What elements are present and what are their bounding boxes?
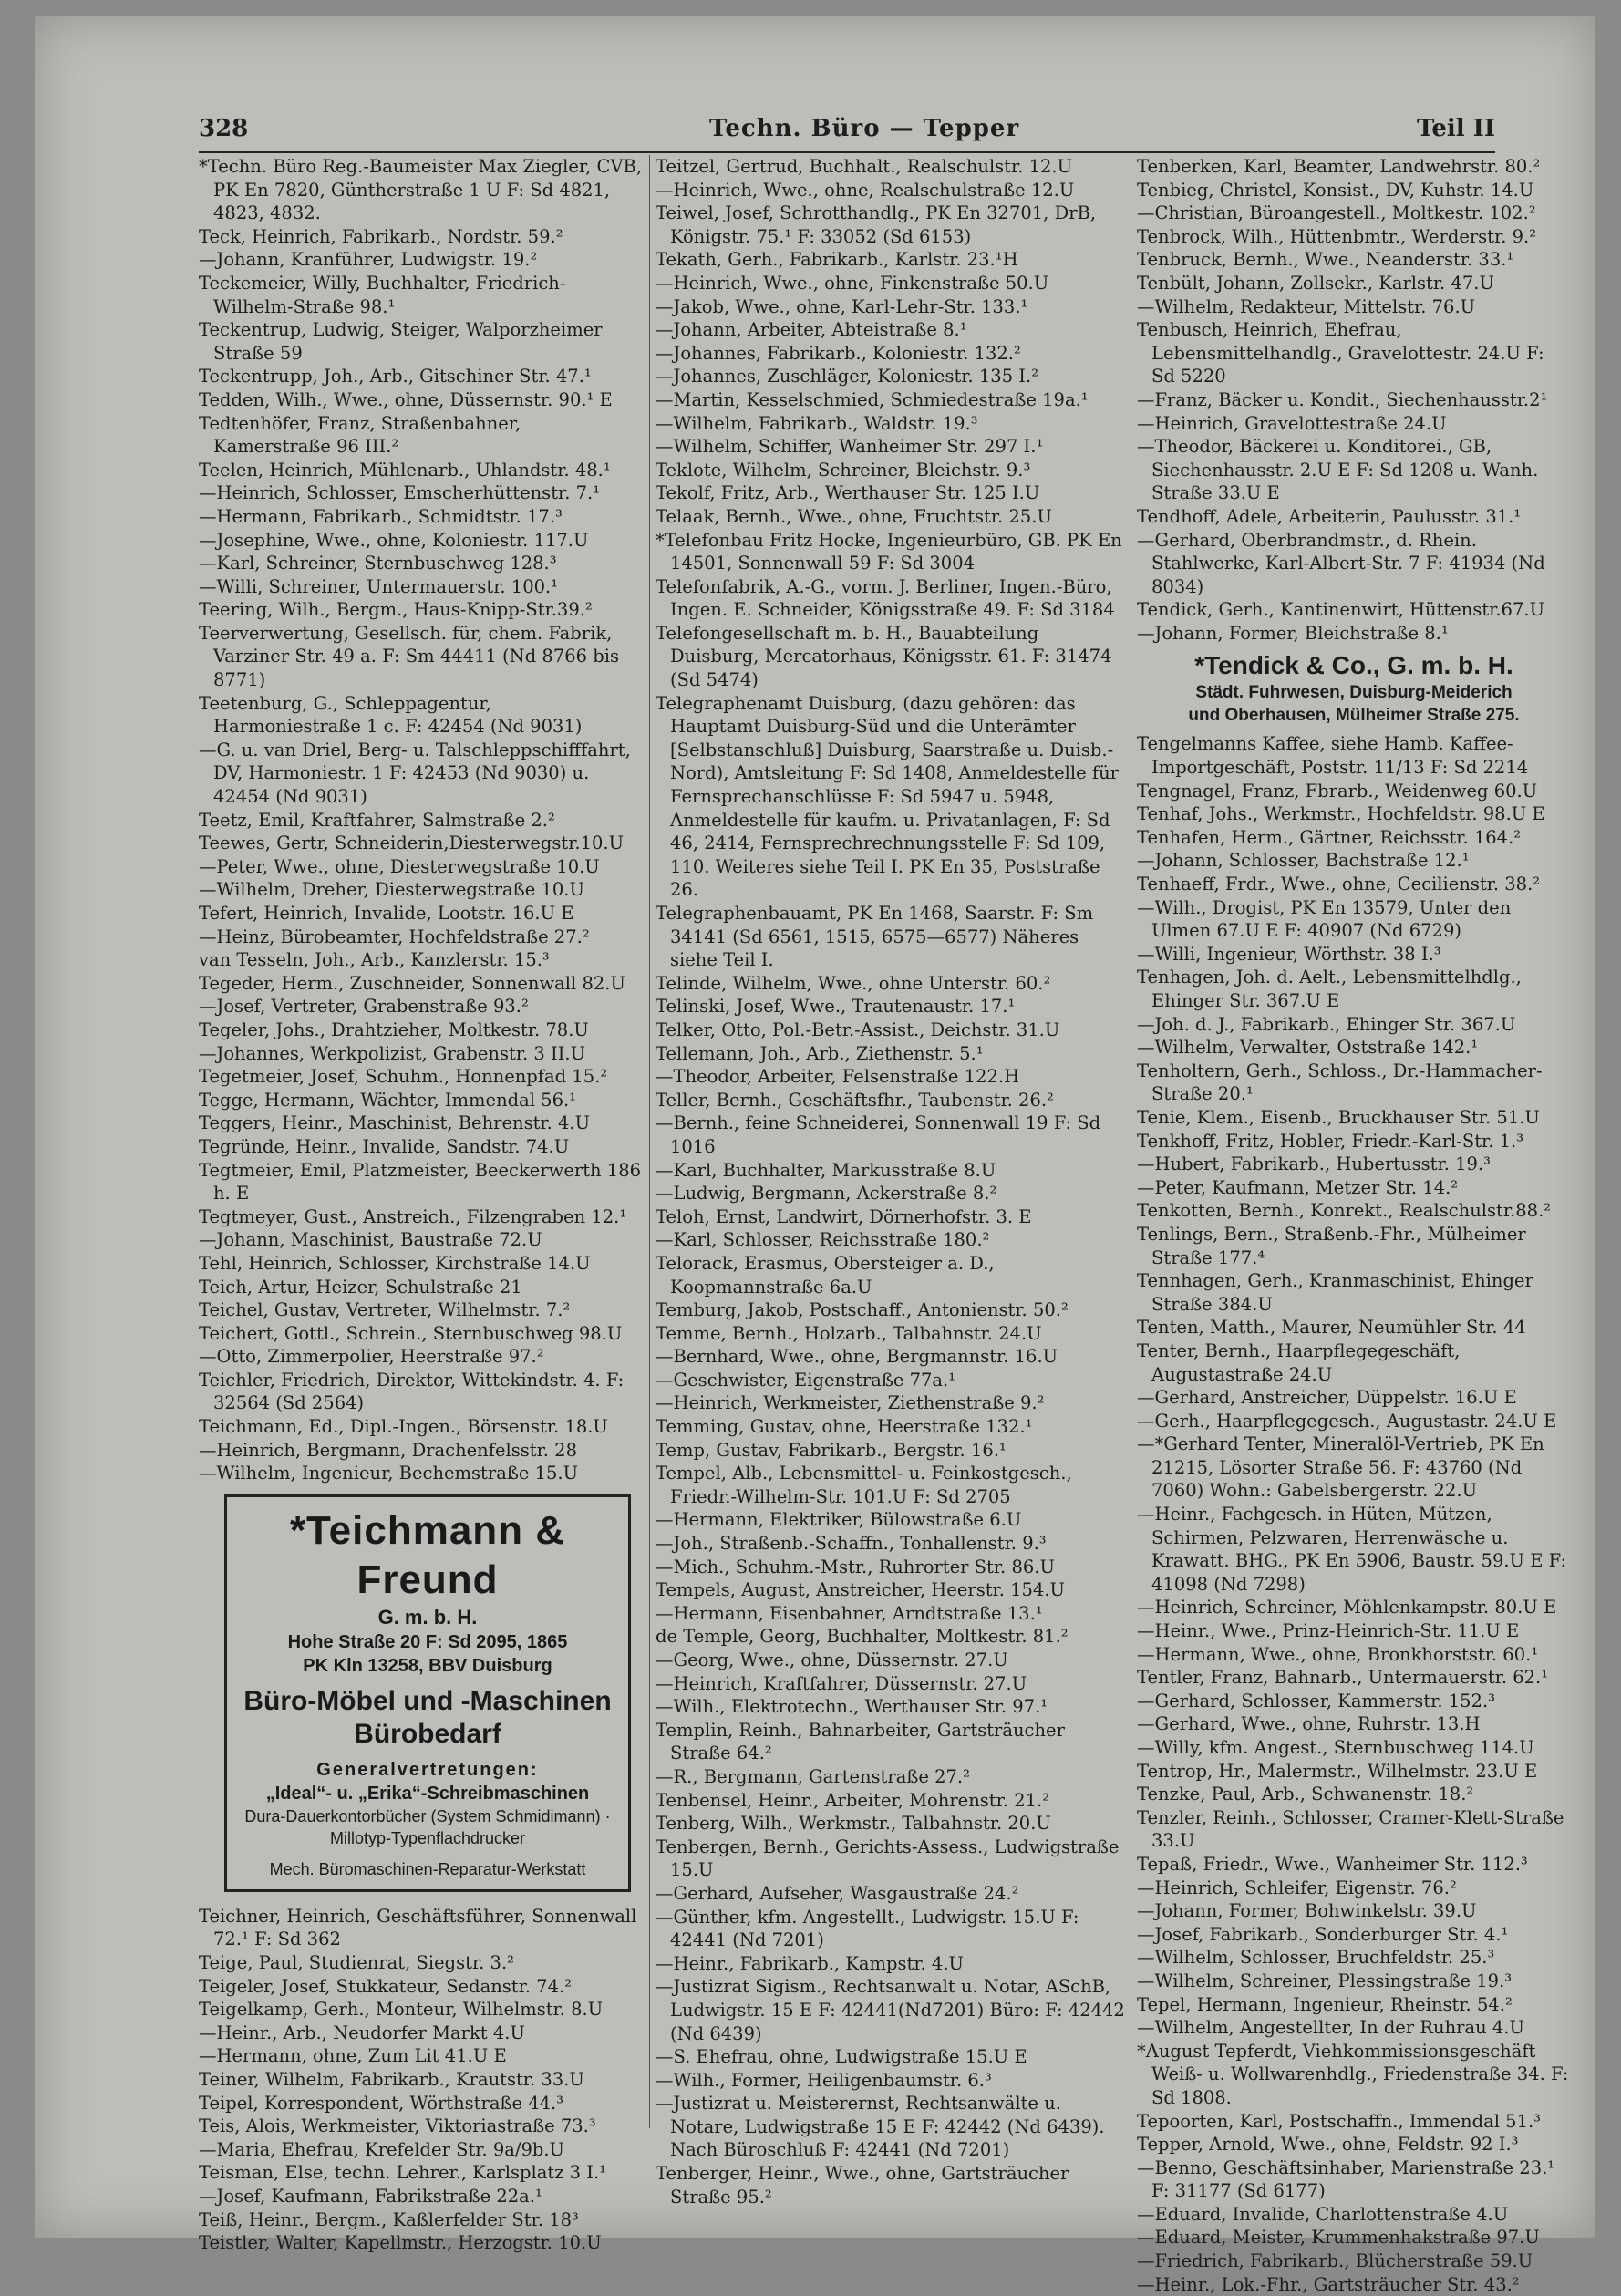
page-range-title: Techn. Büro — Tepper bbox=[709, 115, 1020, 142]
directory-entry: —R., Bergmann, Gartenstraße 27.² bbox=[656, 1765, 970, 1787]
directory-entry: Tenberger, Heinr., Wwe., ohne, Gartsträucher Straße 95.² bbox=[656, 2163, 1069, 2208]
directory-entry: Tehl, Heinrich, Schlosser, Kirchstraße 14.U bbox=[199, 1252, 591, 1274]
tendick-line-1: Städt. Fuhrwesen, Duisburg-Meiderich bbox=[1195, 683, 1513, 703]
directory-entry: Teigelkamp, Gerh., Monteur, Wilhelmstr. 8.U bbox=[199, 1999, 604, 2021]
directory-entry: —G. u. van Driel, Berg- u. Talschleppschifffahrt, DV, Harmoniestr. 1 F: 42453 (Nd 9030) u. 42454 (Nd 9031) bbox=[199, 739, 631, 808]
directory-entry: —S. Ehefrau, ohne, Ludwigstraße 15.U E bbox=[656, 2046, 1027, 2068]
directory-entry: Tenzke, Paul, Arb., Schwanenstr. 18.² bbox=[1137, 1784, 1474, 1805]
directory-page bbox=[35, 16, 1595, 2295]
directory-entry: Teetz, Emil, Kraftfahrer, Salmstraße 2.² bbox=[199, 809, 555, 831]
directory-entry: Tegeder, Herm., Zuschneider, Sonnenwall 82.U bbox=[199, 972, 625, 994]
directory-entry: Temburg, Jakob, Postschaff., Antonienstr. 50.² bbox=[656, 1299, 1069, 1321]
directory-entry: —Johannes, Zuschläger, Koloniestr. 135 I.² bbox=[656, 366, 1039, 388]
column-1-entries-bottom bbox=[199, 1905, 644, 2255]
directory-entry: —Karl, Schlosser, Reichsstraße 180.² bbox=[656, 1229, 990, 1251]
directory-entry: Tegründe, Heinr., Invalide, Sandstr. 74.U bbox=[199, 1135, 570, 1157]
directory-entry: —Gerhard, Aufseher, Wasgaustraße 24.² bbox=[656, 1882, 1019, 1904]
directory-entry: —Heinr., Fabrikarb., Kampstr. 4.U bbox=[656, 1952, 964, 1974]
directory-entry: —Heinr., Fachgesch. in Hüten, Mützen, Schirmen, Pelzwaren, Herrenwäsche u. Krawatt. BHG., PK En 5906, Baustr. 59.U E F: 41098 (Nd 7298) bbox=[1137, 1504, 1567, 1595]
column-3-entries-top bbox=[1137, 155, 1571, 645]
directory-entry: —Theodor, Bäckerei u. Konditorei., GB, Siechenhausstr. 2.U E F: Sd 1208 u. Wanh. Straße 33.U E bbox=[1137, 436, 1539, 504]
directory-entry: Tenbruck, Bernh., Wwe., Neanderstr. 33.¹ bbox=[1137, 249, 1514, 271]
directory-entry: —Heinrich, Schlosser, Emscherhüttenstr. 7.¹ bbox=[199, 482, 601, 504]
directory-entry: Tegtmeyer, Gust., Anstreich., Filzengraben 12.¹ bbox=[199, 1205, 627, 1227]
directory-entry: —Gerhard, Wwe., ohne, Ruhrstr. 13.H bbox=[1137, 1713, 1481, 1735]
directory-entry: —Willi, Ingenieur, Wörthstr. 38 I.³ bbox=[1137, 943, 1441, 965]
directory-entry: —Wilhelm, Dreher, Diesterwegstraße 10.U bbox=[199, 879, 584, 901]
directory-entry: Tellemann, Joh., Arb., Ziethenstr. 5.¹ bbox=[656, 1042, 984, 1064]
directory-entry: Tepper, Arnold, Wwe., ohne, Feldstr. 92 I.³ bbox=[1137, 2134, 1519, 2156]
directory-entry: Teichel, Gustav, Vertreter, Wilhelmstr. 7.² bbox=[199, 1299, 571, 1321]
directory-entry: Telinde, Wilhelm, Wwe., ohne Unterstr. 60.² bbox=[656, 972, 1051, 994]
directory-entry: Teckemeier, Willy, Buchhalter, Friedrich-Wilhelm-Straße 98.¹ bbox=[199, 272, 566, 317]
directory-entry: Tengelmanns Kaffee, siehe Hamb. Kaffee-Importgeschäft, Poststr. 11/13 F: Sd 2214 bbox=[1137, 733, 1529, 779]
directory-entry: Teetenburg, G., Schleppagentur, Harmoniestraße 1 c. F: 42454 (Nd 9031) bbox=[199, 692, 583, 738]
directory-entry: Tenholtern, Gerh., Schloss., Dr.-Hammacher-Straße 20.¹ bbox=[1137, 1060, 1543, 1105]
directory-entry: —Hermann, Elektriker, Bülowstraße 6.U bbox=[656, 1509, 1022, 1531]
directory-entry: Tenkhoff, Fritz, Hobler, Friedr.-Karl-Str. 1.³ bbox=[1137, 1130, 1524, 1152]
column-2-entries bbox=[656, 155, 1130, 2208]
directory-entry: —Gerhard, Schlosser, Kammerstr. 152.³ bbox=[1137, 1690, 1495, 1712]
advert-service: Mech. Büromaschinen-Reparatur-Werkstatt bbox=[269, 1859, 586, 1878]
advert-contact-1: Hohe Straße 20 F: Sd 2095, 1865 bbox=[287, 1631, 568, 1652]
directory-entry: —Josephine, Wwe., ohne, Koloniestr. 117.U bbox=[199, 529, 589, 551]
column-3 bbox=[1131, 155, 1571, 2295]
directory-entry: —Wilhelm, Angestellter, In der Ruhrau 4.U bbox=[1137, 2017, 1524, 2039]
directory-entry: Tegetmeier, Josef, Schuhm., Honnenpfad 15.² bbox=[199, 1066, 608, 1088]
directory-entry: —Christian, Büroangestell., Moltkestr. 102.² bbox=[1137, 202, 1536, 224]
directory-entry: van Tesseln, Joh., Arb., Kanzlerstr. 15.³ bbox=[199, 949, 550, 971]
directory-entry: —Josef, Fabrikarb., Sonderburger Str. 4.¹ bbox=[1137, 1923, 1509, 1945]
column-1 bbox=[199, 155, 644, 2254]
column-1-entries-top bbox=[199, 155, 644, 1485]
directory-entry: —Wilh., Drogist, PK En 13579, Unter den Ulmen 67.U E F: 40907 (Nd 6729) bbox=[1137, 896, 1512, 942]
directory-entry: —Johann, Former, Bohwinkelstr. 39.U bbox=[1137, 1900, 1477, 1922]
directory-entry: *August Tepferdt, Viehkommissionsgeschäft Weiß- u. Wollwarenhdlg., Friedenstraße 34. F: Sd 1808. bbox=[1137, 2040, 1569, 2108]
directory-entry: Tenberken, Karl, Beamter, Landwehrstr. 80.² bbox=[1137, 156, 1541, 177]
directory-entry: Telefonfabrik, A.-G., vorm. J. Berliner, Ingen.-Büro, Ingen. E. Schneider, Königsstraße 49. F: Sd 3184 bbox=[656, 575, 1115, 621]
directory-entry: Telorack, Erasmus, Obersteiger a. D., Koopmannstraße 6a.U bbox=[656, 1252, 995, 1298]
directory-entry: Teis, Alois, Werkmeister, Viktoriastraße 73.³ bbox=[199, 2115, 596, 2137]
directory-entry: Teichner, Heinrich, Geschäftsführer, Sonnenwall 72.¹ F: Sd 362 bbox=[199, 1905, 637, 1950]
directory-entry: —Wilhelm, Verwalter, Oststraße 142.¹ bbox=[1137, 1037, 1479, 1059]
directory-entry: —Günther, kfm. Angestellt., Ludwigstr. 15.U F: 42441 (Nd 7201) bbox=[656, 1906, 1079, 1951]
directory-entry: Tenbrock, Wilh., Hüttenbmtr., Werderstr. 9.² bbox=[1137, 225, 1537, 247]
directory-entry: —Josef, Vertreter, Grabenstraße 93.² bbox=[199, 996, 529, 1018]
directory-entry: —Willi, Schreiner, Untermauerstr. 100.¹ bbox=[199, 575, 559, 597]
directory-entry: —Mich., Schuhm.-Mstr., Ruhrorter Str. 86.U bbox=[656, 1556, 1055, 1577]
directory-entry: Teewes, Gertr, Schneiderin,Diesterwegstr.10.U bbox=[199, 833, 625, 854]
directory-entry: —Hermann, Wwe., ohne, Bronkhorststr. 60.¹ bbox=[1137, 1643, 1539, 1665]
directory-entry: Tenbusch, Heinrich, Ehefrau, Lebensmittelhandlg., Gravelottestr. 24.U F: Sd 5220 bbox=[1137, 319, 1544, 388]
advert-legal: G. m. b. H. bbox=[377, 1605, 478, 1629]
directory-entry: Teichler, Friedrich, Direktor, Wittekindstr. 4. F: 32564 (Sd 2564) bbox=[199, 1369, 625, 1414]
directory-entry: —Eduard, Meister, Krummenhakstraße 97.U bbox=[1137, 2227, 1540, 2249]
directory-entry: Telegraphenbauamt, PK En 1468, Saarstr. F: Sm 34141 (Sd 6561, 1515, 6575—6577) Näheres siehe Teil I. bbox=[656, 903, 1094, 971]
directory-entry: Teichert, Gottl., Schrein., Sternbuschweg 98.U bbox=[199, 1322, 623, 1344]
directory-entry: Teisman, Else, techn. Lehrer., Karlsplatz 3 I.¹ bbox=[199, 2162, 606, 2184]
directory-entry: Teggers, Heinr., Maschinist, Behrenstr. 4.U bbox=[199, 1112, 591, 1134]
directory-entry: Teitzel, Gertrud, Buchhalt., Realschulstr. 12.U bbox=[656, 156, 1073, 177]
directory-entry: —Heinr., Arb., Neudorfer Markt 4.U bbox=[199, 2022, 525, 2043]
directory-entry: *Techn. Büro Reg.-Baumeister Max Ziegler, CVB, PK En 7820, Güntherstraße 1 U F: Sd 4821, 4823, 4832. bbox=[199, 156, 643, 224]
advert-reps-1: „Ideal“- u. „Erika“-Schreibmaschinen bbox=[265, 1783, 590, 1804]
directory-entry: —*Gerhard Tenter, Mineralöl-Vertrieb, PK En 21215, Lösorter Straße 56. F: 43760 (Nd 7060) Wohn.: Gabelsbergerstr. 22.U bbox=[1137, 1433, 1544, 1502]
advert-contact-2: PK Kln 13258, BBV Duisburg bbox=[303, 1655, 552, 1676]
directory-entry: Teerverwertung, Gesellsch. für, chem. Fabrik, Varziner Str. 49 a. F: Sm 44411 (Nd 8766 bis 8771) bbox=[199, 622, 619, 691]
directory-entry: Teck, Heinrich, Fabrikarb., Nordstr. 59.² bbox=[199, 225, 563, 247]
directory-entry: Temp, Gustav, Fabrikarb., Bergstr. 16.¹ bbox=[656, 1439, 1007, 1461]
directory-entry: —Karl, Schreiner, Sternbuschweg 128.³ bbox=[199, 553, 557, 574]
directory-entry: Tempels, August, Anstreicher, Heerstr. 154.U bbox=[656, 1579, 1065, 1601]
directory-entry: Teistler, Walter, Kapellmstr., Herzogstr. 10.U bbox=[199, 2232, 602, 2254]
directory-entry: Tenbieg, Christel, Konsist., DV, Kuhstr. 14.U bbox=[1137, 179, 1534, 201]
directory-entry: Telinski, Josef, Wwe., Trautenaustr. 17.¹ bbox=[656, 996, 1016, 1018]
directory-entry: Tempel, Alb., Lebensmittel- u. Feinkostgesch., Friedr.-Wilhelm-Str. 101.U F: Sd 2705 bbox=[656, 1463, 1072, 1507]
advert-reps-2: Dura-Dauerkontorbücher (System Schmidimann) · Millotyp-Typenflachdrucker bbox=[244, 1806, 611, 1847]
directory-entry: Teckentrupp, Joh., Arb., Gitschiner Str. 47.¹ bbox=[199, 366, 592, 388]
directory-entry: Tegtmeier, Emil, Platzmeister, Beeckerwerth 186 h. E bbox=[199, 1159, 642, 1205]
directory-entry: —Bernh., feine Schneiderei, Sonnenwall 19 F: Sd 1016 bbox=[656, 1112, 1101, 1157]
directory-entry: —Wilhelm, Fabrikarb., Waldstr. 19.³ bbox=[656, 412, 978, 434]
directory-entry: Tenten, Matth., Maurer, Neumühler Str. 44 bbox=[1137, 1317, 1526, 1339]
page-number: 328 bbox=[199, 115, 249, 142]
directory-entry: —Heinrich, Wwe., ohne, Realschulstraße 12.U bbox=[656, 179, 1075, 201]
directory-entry: —Gerhard, Oberbrandmstr., d. Rhein. Stahlwerke, Karl-Albert-Str. 7 F: 41934 (Nd 8034) bbox=[1137, 529, 1545, 597]
page-header bbox=[199, 109, 1495, 146]
advert-line-1: Büro-Möbel und -Maschinen bbox=[243, 1685, 612, 1716]
directory-entry: Tekath, Gerh., Fabrikarb., Karlstr. 23.¹H bbox=[656, 249, 1018, 271]
directory-entry: Teich, Artur, Heizer, Schulstraße 21 bbox=[199, 1276, 522, 1298]
directory-entry: —Heinz, Bürobeamter, Hochfeldstraße 27.² bbox=[199, 926, 590, 947]
directory-entry: Tendhoff, Adele, Arbeiterin, Paulusstr. 31.¹ bbox=[1137, 505, 1522, 527]
directory-entry: —Georg, Wwe., ohne, Düssernstr. 27.U bbox=[656, 1650, 1008, 1670]
directory-entry: Teigeler, Josef, Stukkateur, Sedanstr. 74.² bbox=[199, 1975, 573, 1997]
directory-entry: Tedtenhöfer, Franz, Straßenbahner, Kamerstraße 96 III.² bbox=[199, 412, 521, 458]
directory-entry: Tenhafen, Herm., Gärtner, Reichsstr. 164.² bbox=[1137, 826, 1522, 848]
directory-entry: Tepoorten, Karl, Postschaffn., Immendal 51.³ bbox=[1137, 2110, 1541, 2132]
directory-entry: Tekolf, Fritz, Arb., Werthauser Str. 125 I.U bbox=[656, 482, 1040, 504]
directory-entry: —Wilhelm, Schiffer, Wanheimer Str. 297 I.¹ bbox=[656, 436, 1044, 458]
directory-entry: Tenberg, Wilh., Werkmstr., Talbahnstr. 20.U bbox=[656, 1813, 1051, 1835]
directory-entry: —Otto, Zimmerpolier, Heerstraße 97.² bbox=[199, 1346, 544, 1368]
directory-entry: —Gerhard, Anstreicher, Düppelstr. 16.U E bbox=[1137, 1387, 1517, 1409]
directory-entry: Tefert, Heinrich, Invalide, Lootstr. 16.U E bbox=[199, 903, 574, 924]
directory-entry: —Franz, Bäcker u. Kondit., Siechenhausstr.2¹ bbox=[1137, 388, 1548, 410]
header-rule bbox=[199, 151, 1495, 153]
directory-entry: —Hermann, ohne, Zum Lit 41.U E bbox=[199, 2045, 507, 2067]
directory-entry: —Johannes, Fabrikarb., Koloniestr. 132.² bbox=[656, 342, 1021, 364]
directory-entry: Tenbült, Johann, Zollsekr., Karlstr. 47.U bbox=[1137, 272, 1494, 294]
directory-entry: —Bernhard, Wwe., ohne, Bergmannstr. 16.U bbox=[656, 1346, 1058, 1368]
directory-entry: —Johann, Schlosser, Bachstraße 12.¹ bbox=[1137, 850, 1470, 872]
directory-entry: —Wilhelm, Redakteur, Mittelstr. 76.U bbox=[1137, 295, 1476, 317]
directory-entry: Tenbergen, Bernh., Gerichts-Assess., Ludwigstraße 15.U bbox=[656, 1836, 1120, 1881]
directory-entry: Telker, Otto, Pol.-Betr.-Assist., Deichstr. 31.U bbox=[656, 1019, 1060, 1040]
directory-entry: —Hubert, Fabrikarb., Hubertusstr. 19.³ bbox=[1137, 1153, 1491, 1175]
directory-entry: —Heinrich, Wwe., ohne, Finkenstraße 50.U bbox=[656, 272, 1049, 294]
directory-entry: Teiwel, Josef, Schrotthandlg., PK En 32701, DrB, Königstr. 75.¹ F: 33052 (Sd 6153) bbox=[656, 202, 1097, 247]
directory-entry: —Jakob, Wwe., ohne, Karl-Lehr-Str. 133.¹ bbox=[656, 295, 1028, 317]
directory-entry: Templin, Reinh., Bahnarbeiter, Gartsträucher Straße 64.² bbox=[656, 1719, 1065, 1764]
directory-entry: —Heinrich, Kraftfahrer, Düssernstr. 27.U bbox=[656, 1672, 1027, 1694]
directory-entry: —Wilhelm, Schlosser, Bruchfeldstr. 25.³ bbox=[1137, 1947, 1495, 1969]
directory-entry: Teelen, Heinrich, Mühlenarb., Uhlandstr. 48.¹ bbox=[199, 459, 611, 481]
directory-entry: Teichmann, Ed., Dipl.-Ingen., Börsenstr. 18.U bbox=[199, 1416, 608, 1438]
column-2 bbox=[649, 155, 1130, 2208]
column-3-entries-bottom bbox=[1137, 732, 1571, 2296]
directory-entry: —Justizrat u. Meisterernst, Rechtsanwälte u. Notare, Ludwigstraße 15 E F: 42442 (Nd 6439). Nach Büroschluß F: 42441 (Nd 7201) bbox=[656, 2093, 1105, 2161]
directory-entry: —Johannes, Werkpolizist, Grabenstr. 3 II.U bbox=[199, 1042, 586, 1064]
directory-entry: Teiner, Wilhelm, Fabrikarb., Krautstr. 33.U bbox=[199, 2069, 584, 2090]
directory-entry: *Telefonbau Fritz Hocke, Ingenieurbüro, GB. PK En 14501, Sonnenwall 59 F: Sd 3004 bbox=[656, 529, 1122, 574]
directory-entry: —Maria, Ehefrau, Krefelder Str. 9a/9b.U bbox=[199, 2138, 564, 2160]
directory-entry: Teklote, Wilhelm, Schreiner, Bleichstr. 9.³ bbox=[656, 459, 1031, 481]
directory-entry: Tenhaeff, Frdr., Wwe., ohne, Cecilienstr. 38.² bbox=[1137, 874, 1541, 895]
directory-entry: —Joh., Straßenb.-Schaffn., Tonhallenstr. 9.³ bbox=[656, 1533, 1047, 1555]
directory-entry: —Johann, Kranführer, Ludwigstr. 19.² bbox=[199, 249, 538, 271]
directory-entry: —Peter, Wwe., ohne, Diesterwegstraße 10.U bbox=[199, 855, 600, 877]
directory-entry: Tennhagen, Gerh., Kranmaschinist, Ehinger Straße 384.U bbox=[1137, 1270, 1533, 1315]
directory-entry: Temming, Gustav, ohne, Heerstraße 132.¹ bbox=[656, 1416, 1033, 1438]
tendick-advert bbox=[1137, 650, 1571, 727]
directory-entry: Telefongesellschaft m. b. H., Bauabteilung Duisburg, Mercatorhaus, Königsstr. 61. F: 31474 (Sd 5474) bbox=[656, 622, 1112, 691]
directory-entry: —Heinrich, Schleifer, Eigenstr. 76.² bbox=[1137, 1877, 1457, 1898]
directory-entry: —Ludwig, Bergmann, Ackerstraße 8.² bbox=[656, 1183, 997, 1205]
directory-entry: Teige, Paul, Studienrat, Siegstr. 3.² bbox=[199, 1952, 514, 1974]
directory-entry: —Wilhelm, Schreiner, Plessingstraße 19.³ bbox=[1137, 1970, 1513, 1991]
directory-entry: Tenzler, Reinh., Schlosser, Cramer-Klett-Straße 33.U bbox=[1137, 1806, 1564, 1852]
directory-entry: —Hermann, Fabrikarb., Schmidtstr. 17.³ bbox=[199, 505, 563, 527]
directory-entry: Temme, Bernh., Holzarb., Talbahnstr. 24.U bbox=[656, 1322, 1042, 1344]
directory-entry: Tedden, Wilh., Wwe., ohne, Düssernstr. 90.¹ E bbox=[199, 388, 613, 410]
directory-entry: —Johann, Arbeiter, Abteistraße 8.¹ bbox=[656, 319, 967, 341]
directory-entry: Tenkotten, Bernh., Konrekt., Realschulstr.88.² bbox=[1137, 1200, 1552, 1222]
directory-entry: Tenlings, Bern., Straßenb.-Fhr., Mülheimer Straße 177.⁴ bbox=[1137, 1223, 1526, 1268]
directory-entry: —Gerh., Haarpflegegesch., Augustastr. 24.U E bbox=[1137, 1410, 1557, 1432]
directory-entry: —Theodor, Arbeiter, Felsenstraße 122.H bbox=[656, 1066, 1020, 1088]
directory-entry: Teering, Wilh., Bergm., Haus-Knipp-Str.39.² bbox=[199, 599, 593, 621]
directory-entry: Teloh, Ernst, Landwirt, Dörnerhofstr. 3. E bbox=[656, 1205, 1032, 1227]
directory-entry: Tenhaf, Johs., Werkmstr., Hochfeldstr. 98.U E bbox=[1137, 803, 1545, 825]
directory-entry: —Wilhelm, Ingenieur, Bechemstraße 15.U bbox=[199, 1463, 579, 1484]
directory-entry: Teller, Bernh., Geschäftsfhr., Taubenstr. 26.² bbox=[656, 1089, 1054, 1111]
directory-entry: —Geschwister, Eigenstraße 77a.¹ bbox=[656, 1369, 956, 1391]
directory-entry: Teiß, Heinr., Bergm., Kaßlerfelder Str. 18³ bbox=[199, 2208, 579, 2230]
directory-entry: Tenhagen, Joh. d. Aelt., Lebensmittelhdlg., Ehinger Str. 367.U E bbox=[1137, 967, 1522, 1011]
directory-entry: —Hermann, Eisenbahner, Arndtstraße 13.¹ bbox=[656, 1602, 1043, 1624]
directory-entry: Tentrop, Hr., Malermstr., Wilhelmstr. 23.U E bbox=[1137, 1760, 1538, 1782]
directory-entry: —Heinr., Lok.-Fhr., Gartsträucher Str. 43.² bbox=[1137, 2273, 1520, 2295]
advert-firm: *Teichmann & Freund bbox=[289, 1507, 566, 1602]
directory-entry: —Heinrich, Schreiner, Möhlenkampstr. 80.U E bbox=[1137, 1597, 1557, 1619]
directory-entry: —Heinrich, Gravelottestraße 24.U bbox=[1137, 412, 1447, 434]
directory-entry: —Joh. d. J., Fabrikarb., Ehinger Str. 367.U bbox=[1137, 1013, 1516, 1035]
directory-entry: Tenie, Klem., Eisenb., Bruckhauser Str. 51.U bbox=[1137, 1106, 1540, 1128]
directory-entry: —Friedrich, Fabrikarb., Blücherstraße 59.U bbox=[1137, 2250, 1533, 2272]
directory-entry: —Willy, kfm. Angest., Sternbuschweg 114.U bbox=[1137, 1737, 1534, 1758]
directory-entry: Telaak, Bernh., Wwe., ohne, Fruchtstr. 25.U bbox=[656, 505, 1052, 527]
directory-entry: —Eduard, Invalide, Charlottenstraße 4.U bbox=[1137, 2203, 1509, 2225]
directory-entry: Tenter, Bernh., Haarpflegegeschäft, Augustastraße 24.U bbox=[1137, 1339, 1461, 1385]
tendick-firm: *Tendick & Co., G. m. b. H. bbox=[1194, 651, 1513, 680]
directory-entry: —Josef, Kaufmann, Fabrikstraße 22a.¹ bbox=[199, 2185, 542, 2207]
directory-entry: —Heinr., Wwe., Prinz-Heinrich-Str. 11.U E bbox=[1137, 1620, 1520, 1642]
directory-entry: Tegge, Hermann, Wächter, Immendal 56.¹ bbox=[199, 1089, 576, 1111]
directory-entry: —Peter, Kaufmann, Metzer Str. 14.² bbox=[1137, 1176, 1459, 1198]
directory-entry: Tendick, Gerh., Kantinenwirt, Hüttenstr.67.U bbox=[1137, 599, 1545, 621]
part-label: Teil II bbox=[1416, 115, 1495, 142]
directory-entry: —Johann, Maschinist, Baustraße 72.U bbox=[199, 1229, 542, 1251]
directory-entry: Tepaß, Friedr., Wwe., Wanheimer Str. 112.³ bbox=[1137, 1853, 1528, 1875]
directory-entry: —Wilh., Elektrotechn., Werthauser Str. 97.¹ bbox=[656, 1696, 1048, 1718]
directory-entry: Tepel, Hermann, Ingenieur, Rheinstr. 54.² bbox=[1137, 1993, 1513, 2015]
directory-entry: —Benno, Geschäftsinhaber, Marienstraße 23.¹ F: 31177 (Sd 6177) bbox=[1137, 2156, 1555, 2202]
directory-entry: Tengnagel, Franz, Fbrarb., Weidenweg 60.U bbox=[1137, 780, 1538, 802]
directory-entry: Tenbensel, Heinr., Arbeiter, Mohrenstr. 21.² bbox=[656, 1789, 1050, 1811]
directory-entry: —Wilh., Former, Heiligenbaumstr. 6.³ bbox=[656, 2069, 992, 2091]
directory-entry: —Heinrich, Werkmeister, Ziethenstraße 9.² bbox=[656, 1392, 1045, 1414]
directory-entry: Teipel, Korrespondent, Wörthstraße 44.³ bbox=[199, 2092, 564, 2114]
tendick-line-2: und Oberhausen, Mülheimer Straße 275. bbox=[1188, 706, 1520, 726]
directory-entry: de Temple, Georg, Buchhalter, Moltkestr. 81.² bbox=[656, 1626, 1069, 1648]
advert-heading: Generalvertretungen: bbox=[316, 1759, 539, 1780]
directory-entry: Tegeler, Johs., Drahtzieher, Moltkestr. 78.U bbox=[199, 1019, 589, 1040]
directory-entry: —Heinrich, Bergmann, Drachenfelsstr. 28 bbox=[199, 1439, 577, 1461]
directory-entry: Teckentrup, Ludwig, Steiger, Walporzheimer Straße 59 bbox=[199, 319, 603, 364]
directory-entry: —Johann, Former, Bleichstraße 8.¹ bbox=[1137, 622, 1449, 644]
teichmann-advert bbox=[224, 1494, 631, 1892]
directory-entry: Tentler, Franz, Bahnarb., Untermauerstr. 62.¹ bbox=[1137, 1667, 1549, 1689]
directory-entry: —Martin, Kesselschmied, Schmiedestraße 19a.¹ bbox=[656, 388, 1089, 410]
directory-entry: Telegraphenamt Duisburg, (dazu gehören: das Hauptamt Duisburg-Süd und die Unterämter [Selbstanschluß] Duisburg, Saarstraße u. Duisb.-Nord), Amtsleitung F: Sd 1408, Anmeldestelle für Fernsprechanschlüsse F: Sd 5947 u. 5948, Anmeldestelle für kaufm. u. Privatanlagen, F: Sd 46, 2414, Fernsprechrechnungsstelle F: Sd 109, 110. Weiteres siehe Teil I. PK En 35, Poststraße 26. bbox=[656, 692, 1119, 901]
directory-entry: —Karl, Buchhalter, Markusstraße 8.U bbox=[656, 1159, 996, 1181]
advert-line-2: Bürobedarf bbox=[354, 1718, 501, 1749]
directory-entry: —Justizrat Sigism., Rechtsanwalt u. Notar, ASchB, Ludwigstr. 15 E F: 42441(Nd7201) Büro: F: 42442 (Nd 6439) bbox=[656, 1976, 1125, 2044]
